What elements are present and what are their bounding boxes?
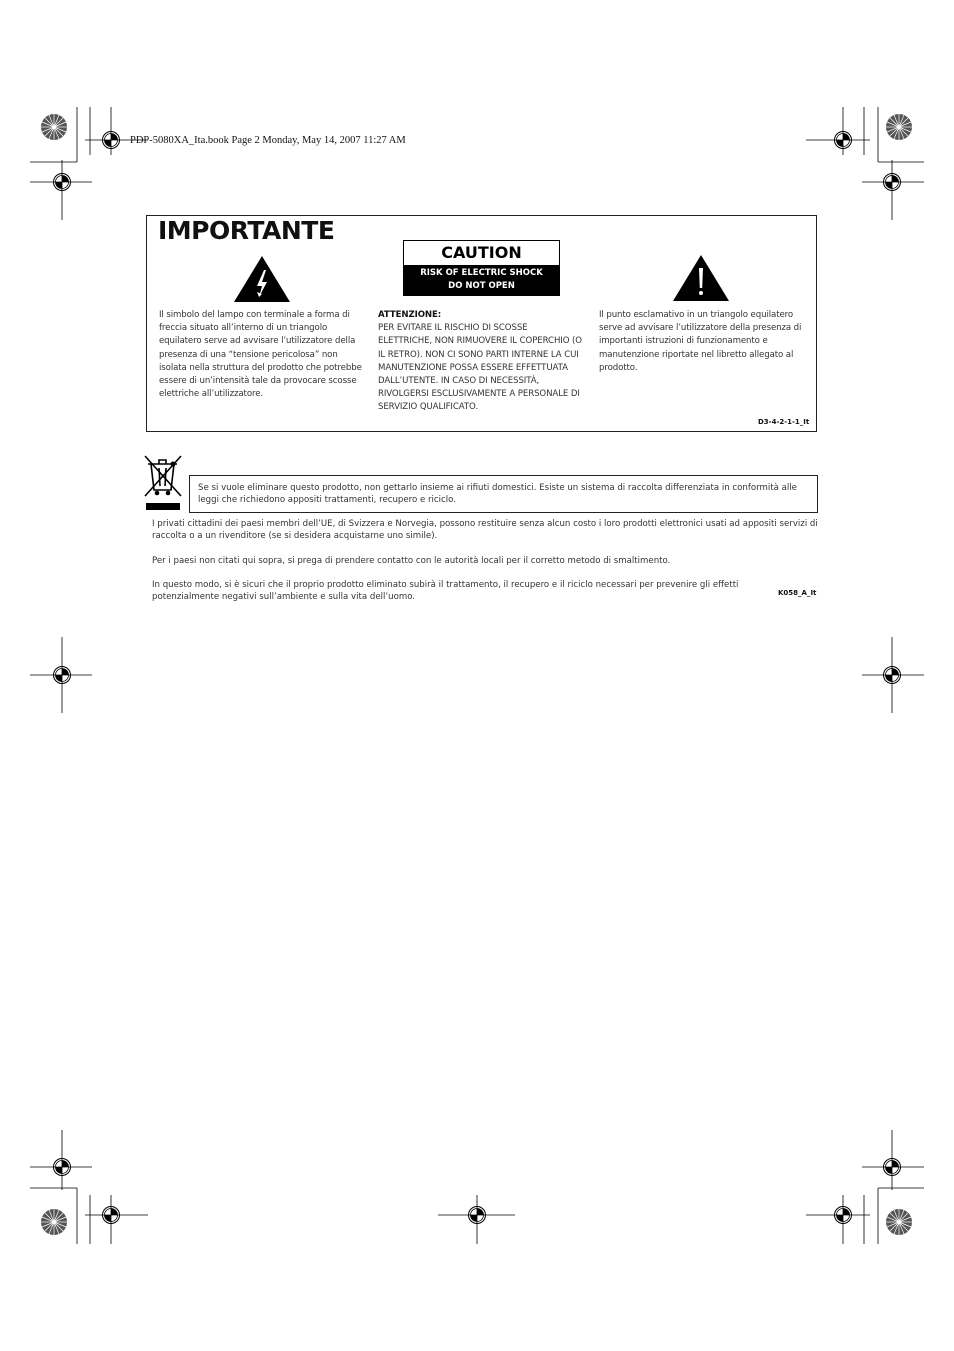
- disposal-paragraph-other-countries: Per i paesi non citati qui sopra, si prega di prendere contatto con le autorità locali per il corretto metodo di smaltimento.: [152, 556, 671, 566]
- attention-heading: ATTENZIONE:: [378, 310, 442, 320]
- lightning-warning-icon: [233, 255, 291, 303]
- lightning-symbol-description: Il simbolo del lampo con terminale a forma di freccia situato all’interno di un triangolo equilatero serve ad avvisare l’utilizzatore della presenza di una “tensione pericolosa” non isolata nella struttura del prodotto che potrebbe essere di un’intensità tale da provocare scosse elettriche all’utilizzatore.: [159, 310, 362, 400]
- caution-sub-line-1: RISK OF ELECTRIC SHOCK: [420, 268, 543, 278]
- disposal-code: K058_A_It: [778, 589, 817, 597]
- attention-text: PER EVITARE IL RISCHIO DI SCOSSE ELETTRICHE, NON RIMUOVERE IL COPERCHIO (O IL RETRO). NON CI SONO PARTI INTERNE LA CUI MANUTENZIONE POSSA ESSERE EFFETTUATA DALL’UTENTE. IN CASO DI NECESSITÀ, RIVOLGERSI ESCLUSIVAMENTE A PERSONALE DI SERVIZIO QUALIFICATO.: [378, 323, 582, 413]
- disposal-paragraph-eu: I privati cittadini dei paesi membri dell’UE, di Svizzera e Norvegia, possono restituire senza alcun costo i loro prodotti elettronici usati ad appositi servizi di raccolta o a un rivenditore (se si desidera acquistarne uno simile).: [152, 519, 818, 541]
- disposal-paragraph-environment: In questo modo, si è sicuri che il proprio prodotto eliminato subirà il trattamento, il recupero e il riciclo necessari per prevenire gli effetti potenzialmente negativi sull’ambiente e sulla vita dell’uomo.: [152, 580, 739, 602]
- important-title: IMPORTANTE: [158, 216, 335, 245]
- caution-sub-line-2: DO NOT OPEN: [448, 281, 515, 291]
- exclamation-warning-icon: [672, 254, 730, 302]
- disposal-notice-box: [189, 475, 818, 513]
- attention-notice: [378, 309, 583, 415]
- important-code: D3-4-2-1-1_It: [758, 418, 810, 426]
- disposal-box-text: Se si vuole eliminare questo prodotto, non gettarlo insieme ai rifiuti domestici. Esiste un sistema di raccolta differenziata in conformità alle leggi che richiedono appositi trattamenti, recupero e riciclo.: [198, 483, 797, 505]
- caution-subtitle: [404, 265, 559, 295]
- print-header-line: PDP-5080XA_Ita.book Page 2 Monday, May 14, 2007 11:27 AM: [130, 135, 406, 146]
- caution-title: CAUTION: [441, 243, 522, 262]
- exclamation-symbol-description: Il punto esclamativo in un triangolo equilatero serve ad avvisare l’utilizzatore della presenza di importanti istruzioni di funzionamento e manutenzione riportate nel libretto allegato al prodotto.: [599, 310, 802, 373]
- caution-label: [403, 240, 560, 296]
- crossed-bin-icon: [140, 452, 186, 512]
